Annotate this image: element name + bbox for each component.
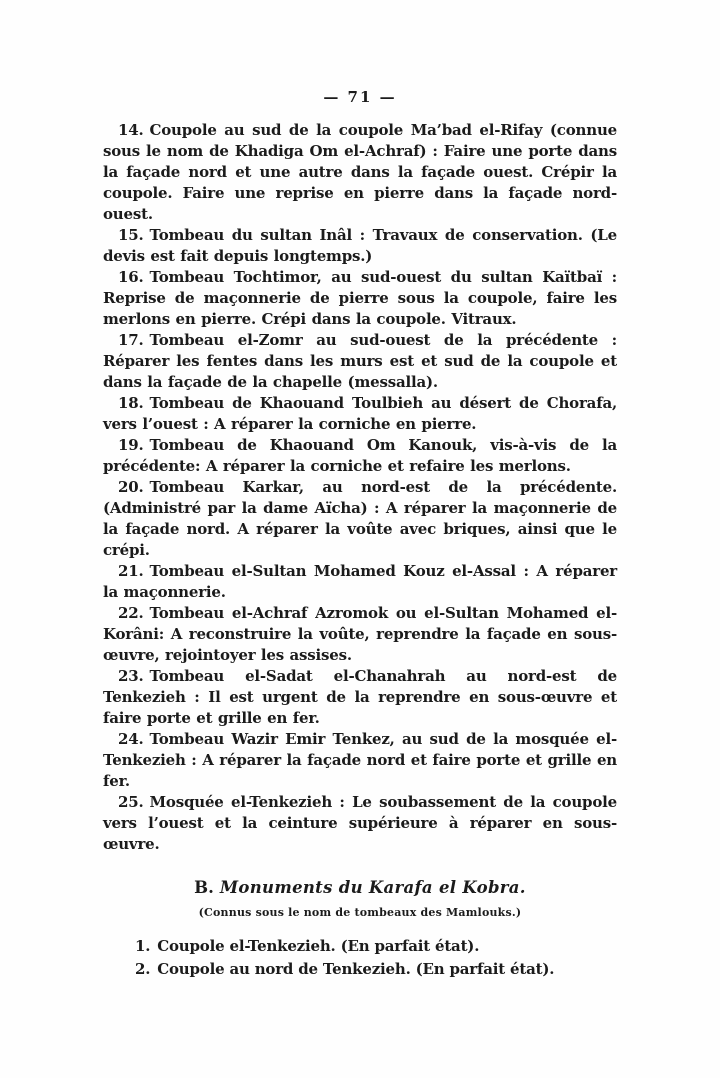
section-b-list bbox=[135, 935, 617, 981]
item-number: 15. bbox=[118, 226, 144, 244]
section-heading-label: B. bbox=[194, 878, 214, 897]
item-text: Coupole au sud de la coupole Ma’bad el-Rifay (connue sous le nom de Khadiga Om el-Achraf) : Faire une porte dans la façade nord et une autre dans la façade ouest. Crépir la coupole. Faire une reprise en pierre dans la façade nord-ouest. bbox=[103, 121, 617, 223]
section-heading-title: Monuments du Karafa el Kobra. bbox=[219, 878, 526, 897]
item-text: Mosquée el-Tenkezieh : Le soubassement de la coupole vers l’ouest et la ceinture supérieure à réparer en sous-œuvre. bbox=[103, 793, 617, 853]
text-block bbox=[103, 120, 617, 981]
item-text: Coupole el-Tenkezieh. (En parfait état). bbox=[157, 937, 480, 955]
item-text: Tombeau el-Achraf Azromok ou el-Sultan Mohamed el-Korâni: A reconstruire la voûte, reprendre la façade en sous-œuvre, rejointoyer les assises. bbox=[103, 604, 617, 664]
item-number: 25. bbox=[118, 793, 144, 811]
paragraph-item-23 bbox=[103, 666, 617, 729]
paragraph-item-14 bbox=[103, 120, 617, 225]
item-number: 14. bbox=[118, 121, 144, 139]
item-number: 20. bbox=[118, 478, 144, 496]
item-number: 1. bbox=[135, 937, 151, 955]
item-text: Tombeau Karkar, au nord-est de la précédente. (Administré par la dame Aïcha) : A réparer la maçonnerie de la façade nord. A réparer la voûte avec briques, ainsi que le crépi. bbox=[103, 478, 617, 559]
item-text: Tombeau de Khaouand Om Kanouk, vis-à-vis de la précédente: A réparer la corniche et refaire les merlons. bbox=[103, 436, 617, 475]
paragraph-item-24 bbox=[103, 729, 617, 792]
paragraph-item-20 bbox=[103, 477, 617, 561]
paragraph-item-18 bbox=[103, 393, 617, 435]
item-number: 16. bbox=[118, 268, 144, 286]
item-text: Tombeau Tochtimor, au sud-ouest du sultan Kaïtbaï : Reprise de maçonnerie de pierre sous la coupole, faire les merlons en pierre. Crépi dans la coupole. Vitraux. bbox=[103, 268, 617, 328]
section-heading bbox=[103, 878, 617, 897]
item-number: 21. bbox=[118, 562, 144, 580]
item-number: 17. bbox=[118, 331, 144, 349]
paragraph-item-22 bbox=[103, 603, 617, 666]
paragraph-item-15 bbox=[103, 225, 617, 267]
paragraph-item-17 bbox=[103, 330, 617, 393]
item-text: Tombeau el-Zomr au sud-ouest de la précédente : Réparer les fentes dans les murs est et sud de la coupole et dans la façade de la chapelle (messalla). bbox=[103, 331, 617, 391]
item-text: Tombeau Wazir Emir Tenkez, au sud de la mosquée el-Tenkezieh : A réparer la façade nord et faire porte et grille en fer. bbox=[103, 730, 617, 790]
item-text: Tombeau el-Sadat el-Chanahrah au nord-est de Tenkezieh : Il est urgent de la reprendre en sous-œuvre et faire porte et grille en fer. bbox=[103, 667, 617, 727]
list-item-1 bbox=[135, 935, 617, 958]
item-number: 22. bbox=[118, 604, 144, 622]
page-number: — 71 — bbox=[323, 88, 397, 106]
paragraph-item-16 bbox=[103, 267, 617, 330]
list-item-2 bbox=[135, 958, 617, 981]
item-text: Tombeau de Khaouand Toulbieh au désert de Chorafa, vers l’ouest : A réparer la corniche en pierre. bbox=[103, 394, 617, 433]
paragraph-item-19 bbox=[103, 435, 617, 477]
item-number: 23. bbox=[118, 667, 144, 685]
section-note: (Connus sous le nom de tombeaux des Mamlouks.) bbox=[198, 906, 522, 919]
item-number: 2. bbox=[135, 960, 151, 978]
item-number: 19. bbox=[118, 436, 144, 454]
item-text: Tombeau el-Sultan Mohamed Kouz el-Assal : A réparer la maçonnerie. bbox=[103, 562, 617, 601]
paragraph-item-25 bbox=[103, 792, 617, 855]
item-text: Tombeau du sultan Inâl : Travaux de conservation. (Le devis est fait depuis longtemps.) bbox=[103, 226, 617, 265]
item-text: Coupole au nord de Tenkezieh. (En parfait état). bbox=[157, 960, 555, 978]
item-number: 18. bbox=[118, 394, 144, 412]
item-number: 24. bbox=[118, 730, 144, 748]
paragraph-item-21 bbox=[103, 561, 617, 603]
